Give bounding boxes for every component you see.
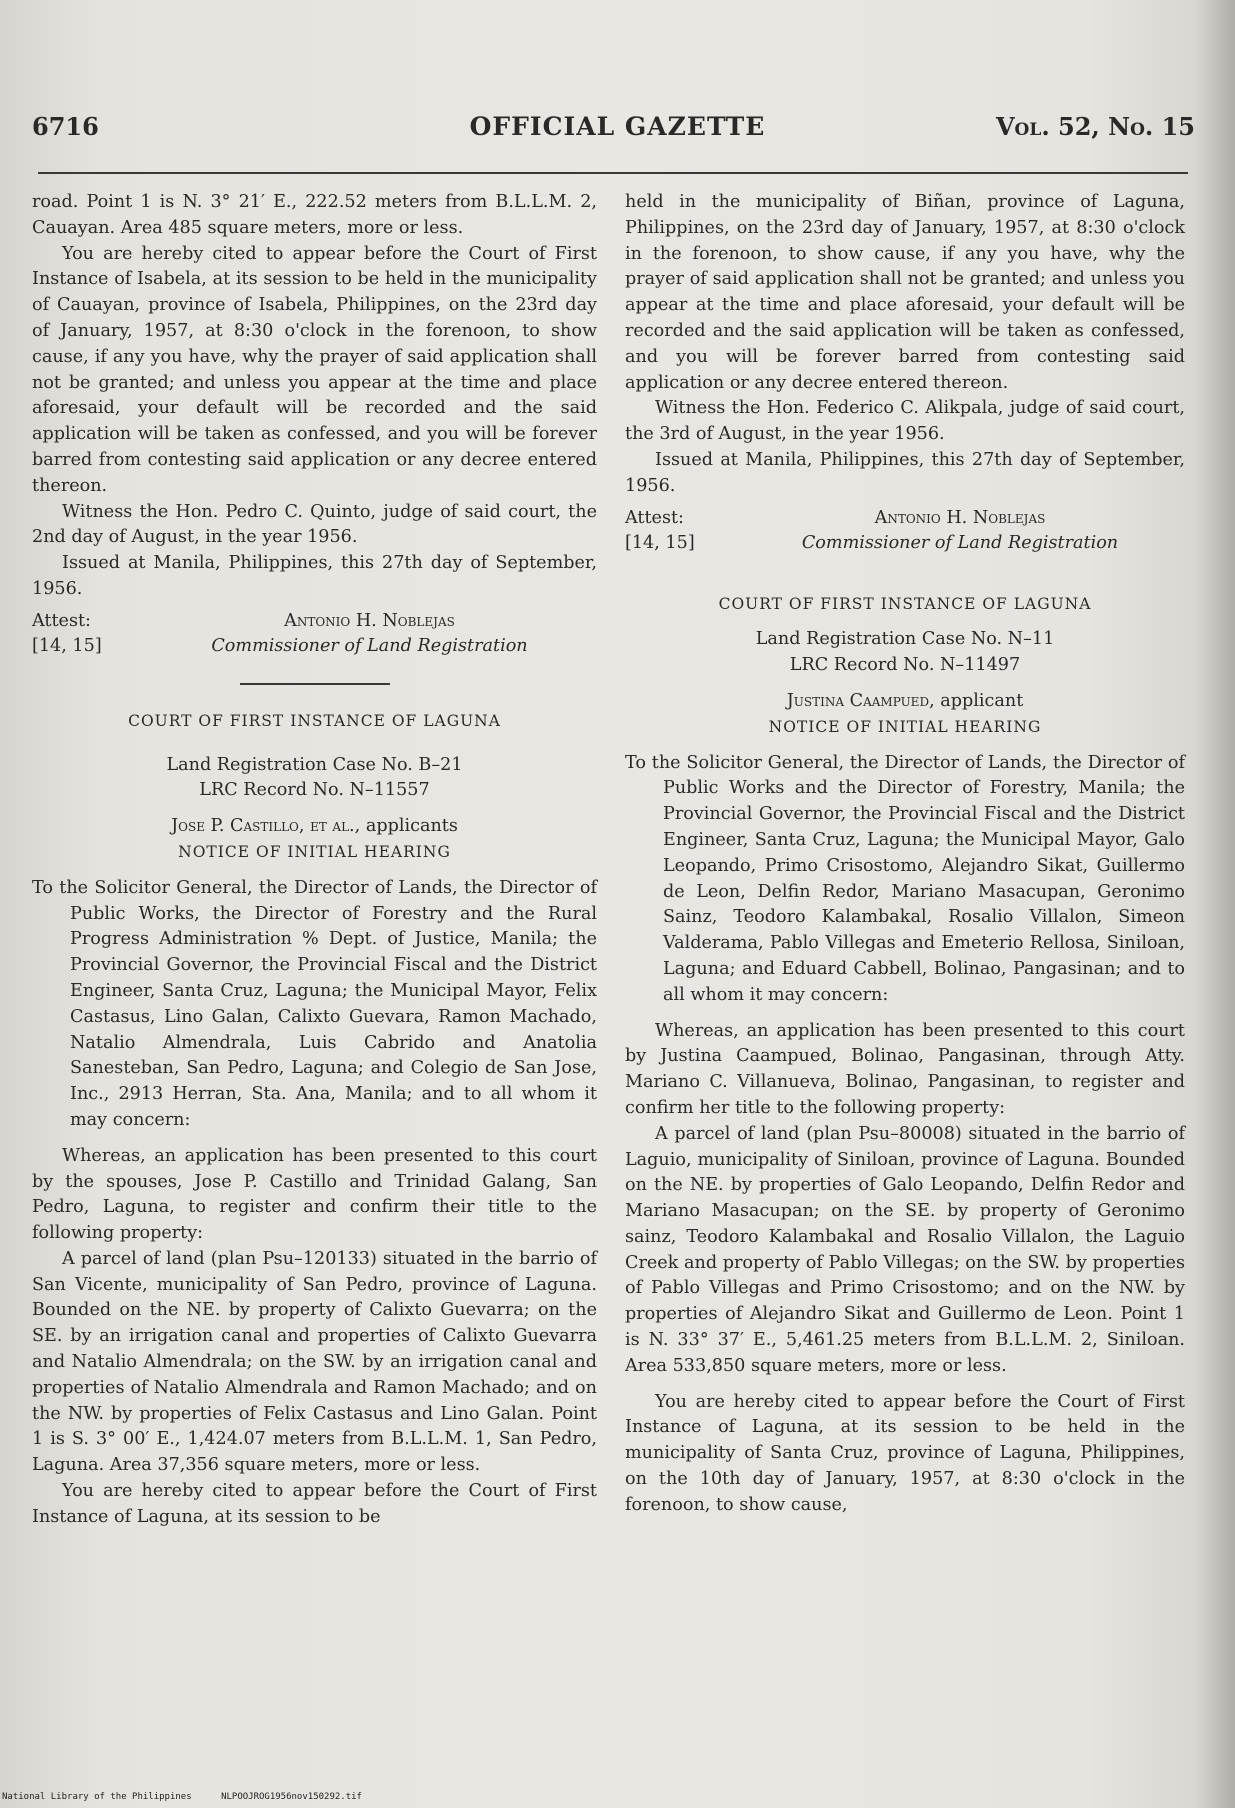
cited-paragraph: You are hereby cited to appear before the Court of First Instance of Laguna, at its session to be — [32, 1481, 597, 1527]
attest-label: Attest: — [625, 507, 684, 528]
left-attest-line — [32, 609, 597, 634]
attest-title: Commissioner of Land Registration — [801, 532, 1119, 553]
whereas-paragraph: Whereas, an application has been presented to this court by the spouses, Jose P. Castillo and Trinidad Galang, San Pedro, Laguna, to register and confirm their title to the following property: — [32, 1145, 597, 1244]
right-column — [625, 190, 1185, 1519]
applicant-line — [32, 814, 597, 840]
right-paragraph-issued: Issued at Manila, Philippines, this 27th day of September, 1956. — [625, 449, 1185, 496]
cited-paragraph: You are hereby cited to appear before the Court of First Instance of Laguna, at its session to be held in the municipality of Santa Cruz, province of Laguna, Philippines, on the 10th day of January, 1957, at 8:30 o'clock in the forenoon, to show cause, — [625, 1391, 1185, 1515]
left-paragraph-road: road. Point 1 is N. 3° 21′ E., 222.52 meters from B.L.L.M. 2, Cauayan. Area 485 square meters, more or less. — [32, 192, 597, 238]
right-attest-line — [625, 506, 1185, 531]
applicant-role: , applicant — [929, 690, 1024, 711]
applicant-name: Justina Caampued — [786, 690, 930, 711]
attest-ref: [14, 15] — [32, 635, 102, 656]
attest-label: Attest: — [32, 610, 91, 631]
notice-heading: NOTICE OF INITIAL HEARING — [768, 717, 1042, 736]
case-number: Land Registration Case No. B–21 — [166, 754, 463, 775]
publication-title: OFFICIAL GAZETTE — [469, 112, 766, 141]
addressees-paragraph: To the Solicitor General, the Director of Lands, the Director of Public Works and the Director of Forestry, Manila; the Provincial Governor, the Provincial Fiscal and the District Engineer, Santa Cruz, Laguna; the Municipal Mayor, Galo Leopando, Primo Crisostomo, Alejandro Sikat, Guillermo de Leon, Delfin Redor, Mariano Masacupan, Geronimo Sainz, Teodoro Kalambakal, Rosalio Villalon, Simeon Valderama, Pablo Villegas and Emeterio Rellosa, Siniloan, Laguna; and Eduard Cabbell, Bolinao, Pangasinan; and to all whom it may concern: — [625, 752, 1185, 1005]
page-edge-shadow — [1195, 0, 1235, 1808]
whereas-paragraph: Whereas, an application has been presented to this court by Justina Caampued, Bolinao, Pangasinan, through Atty. Mariano C. Villanueva, Bolinao, Pangasinan, to register and confirm her title to the following property: — [625, 1020, 1185, 1118]
right-attest-title-line — [625, 531, 1185, 556]
attest-name: Antonio H. Noblejas — [874, 507, 1046, 528]
left-paragraph-witness: Witness the Hon. Pedro C. Quinto, judge of said court, the 2nd day of August, in the year 1956. — [32, 501, 597, 548]
left-attest-title-line — [32, 634, 597, 659]
attest-title: Commissioner of Land Registration — [211, 635, 528, 656]
court-heading: COURT OF FIRST INSTANCE OF LAGUNA — [128, 711, 501, 730]
right-paragraph-held: held in the municipality of Biñan, province of Laguna, Philippines, on the 23rd day of January, 1957, at 8:30 o'clock in the forenoon, to show cause, if any you have, why the prayer of said application shall not be granted; and unless you appear at the time and place aforesaid, your default will be recorded and the said application will be taken as confessed, and you will be forever barred from contesting said application or any decree entered thereon. — [625, 192, 1185, 393]
page-number: 6716 — [32, 112, 99, 141]
applicant-name: Jose P. Castillo, et al. — [171, 816, 355, 837]
header-rule — [38, 172, 1188, 174]
applicant-role: , applicants — [354, 816, 458, 837]
left-paragraph-issued: Issued at Manila, Philippines, this 27th day of September, 1956. — [32, 553, 597, 599]
footer-library: National Library of the Philippines — [2, 1792, 192, 1802]
attest-name: Antonio H. Noblejas — [284, 610, 455, 631]
footer-file: NLPOOJROG1956nov150292.tif — [221, 1792, 362, 1802]
addressees-paragraph: To the Solicitor General, the Director of Lands, the Director of Public Works, the Director of Forestry and the Rural Progress Administration % Dept. of Justice, Manila; the Provincial Governor, the Provincial Fiscal and the District Engineer, Santa Cruz, Laguna; the Municipal Mayor, Felix Castasus, Lino Galan, Calixto Guevara, Ramon Machado, Natalio Almendrala, Luis Cabrido and Anatolia Sanesteban, San Pedro, Laguna; and Colegio de San Jose, Inc., 2913 Herran, Sta. Ana, Manila; and to all whom it may concern: — [32, 877, 597, 1130]
record-number: LRC Record No. N–11497 — [789, 655, 1021, 676]
volume-number: Vol. 52, No. 15 — [995, 112, 1195, 141]
scan-footer — [2, 1792, 386, 1802]
case-number: Land Registration Case No. N–11 — [755, 629, 1055, 650]
notice-heading: NOTICE OF INITIAL HEARING — [178, 842, 451, 861]
left-column — [32, 190, 597, 1531]
record-number: LRC Record No. N–11557 — [199, 780, 430, 801]
left-paragraph-cited: You are hereby cited to appear before the Court of First Instance of Isabela, at its session to be held in the municipality of Cauayan, province of Isabela, Philippines, on the 23rd day of January, 1957, at 8:30 o'clock in the forenoon, to show cause, if any you have, why the prayer of said application shall not be granted; and unless you appear at the time and place aforesaid, your default will be recorded and the said application will be taken as confessed, and you will be forever barred from contesting said application or any decree entered thereon. — [32, 243, 597, 496]
parcel-paragraph: A parcel of land (plan Psu–80008) situated in the barrio of Laguio, municipality of Siniloan, province of Laguna. Bounded on the NE. by properties of Galo Leopando, Delfin Redor and Mariano Masacupan; on the SE. by property of Geronimo sainz, Teodoro Kalambakal and Rosalio Villalon, the Laguio Creek and property of Pablo Villegas; on the SW. by properties of Pablo Villegas and Primo Crisostomo; and on the NW. by properties of Alejandro Sikat and Guillermo de Leon. Point 1 is N. 33° 37′ E., 5,461.25 meters from B.L.L.M. 2, Siniloan. Area 533,850 square meters, more or less. — [625, 1123, 1185, 1376]
court-heading: COURT OF FIRST INSTANCE OF LAGUNA — [718, 594, 1092, 613]
applicant-line — [625, 689, 1185, 715]
parcel-paragraph: A parcel of land (plan Psu–120133) situated in the barrio of San Vicente, municipality of San Pedro, province of Laguna. Bounded on the NE. by property of Calixto Guevarra; on the SE. by an irrigation canal and properties of Calixto Guevarra and Natalio Almendrala; on the SW. by an irrigation canal and properties of Natalio Almendrala and Ramon Machado; and on the NW. by properties of Felix Castasus and Lino Galan. Point 1 is S. 3° 00′ E., 1,424.07 meters from B.L.L.M. 1, San Pedro, Laguna. Area 37,356 square meters, more or less. — [32, 1248, 597, 1476]
attest-ref: [14, 15] — [625, 532, 695, 553]
right-paragraph-witness: Witness the Hon. Federico C. Alikpala, judge of said court, the 3rd of August, in the year 1956. — [625, 398, 1185, 445]
section-divider — [240, 683, 390, 685]
